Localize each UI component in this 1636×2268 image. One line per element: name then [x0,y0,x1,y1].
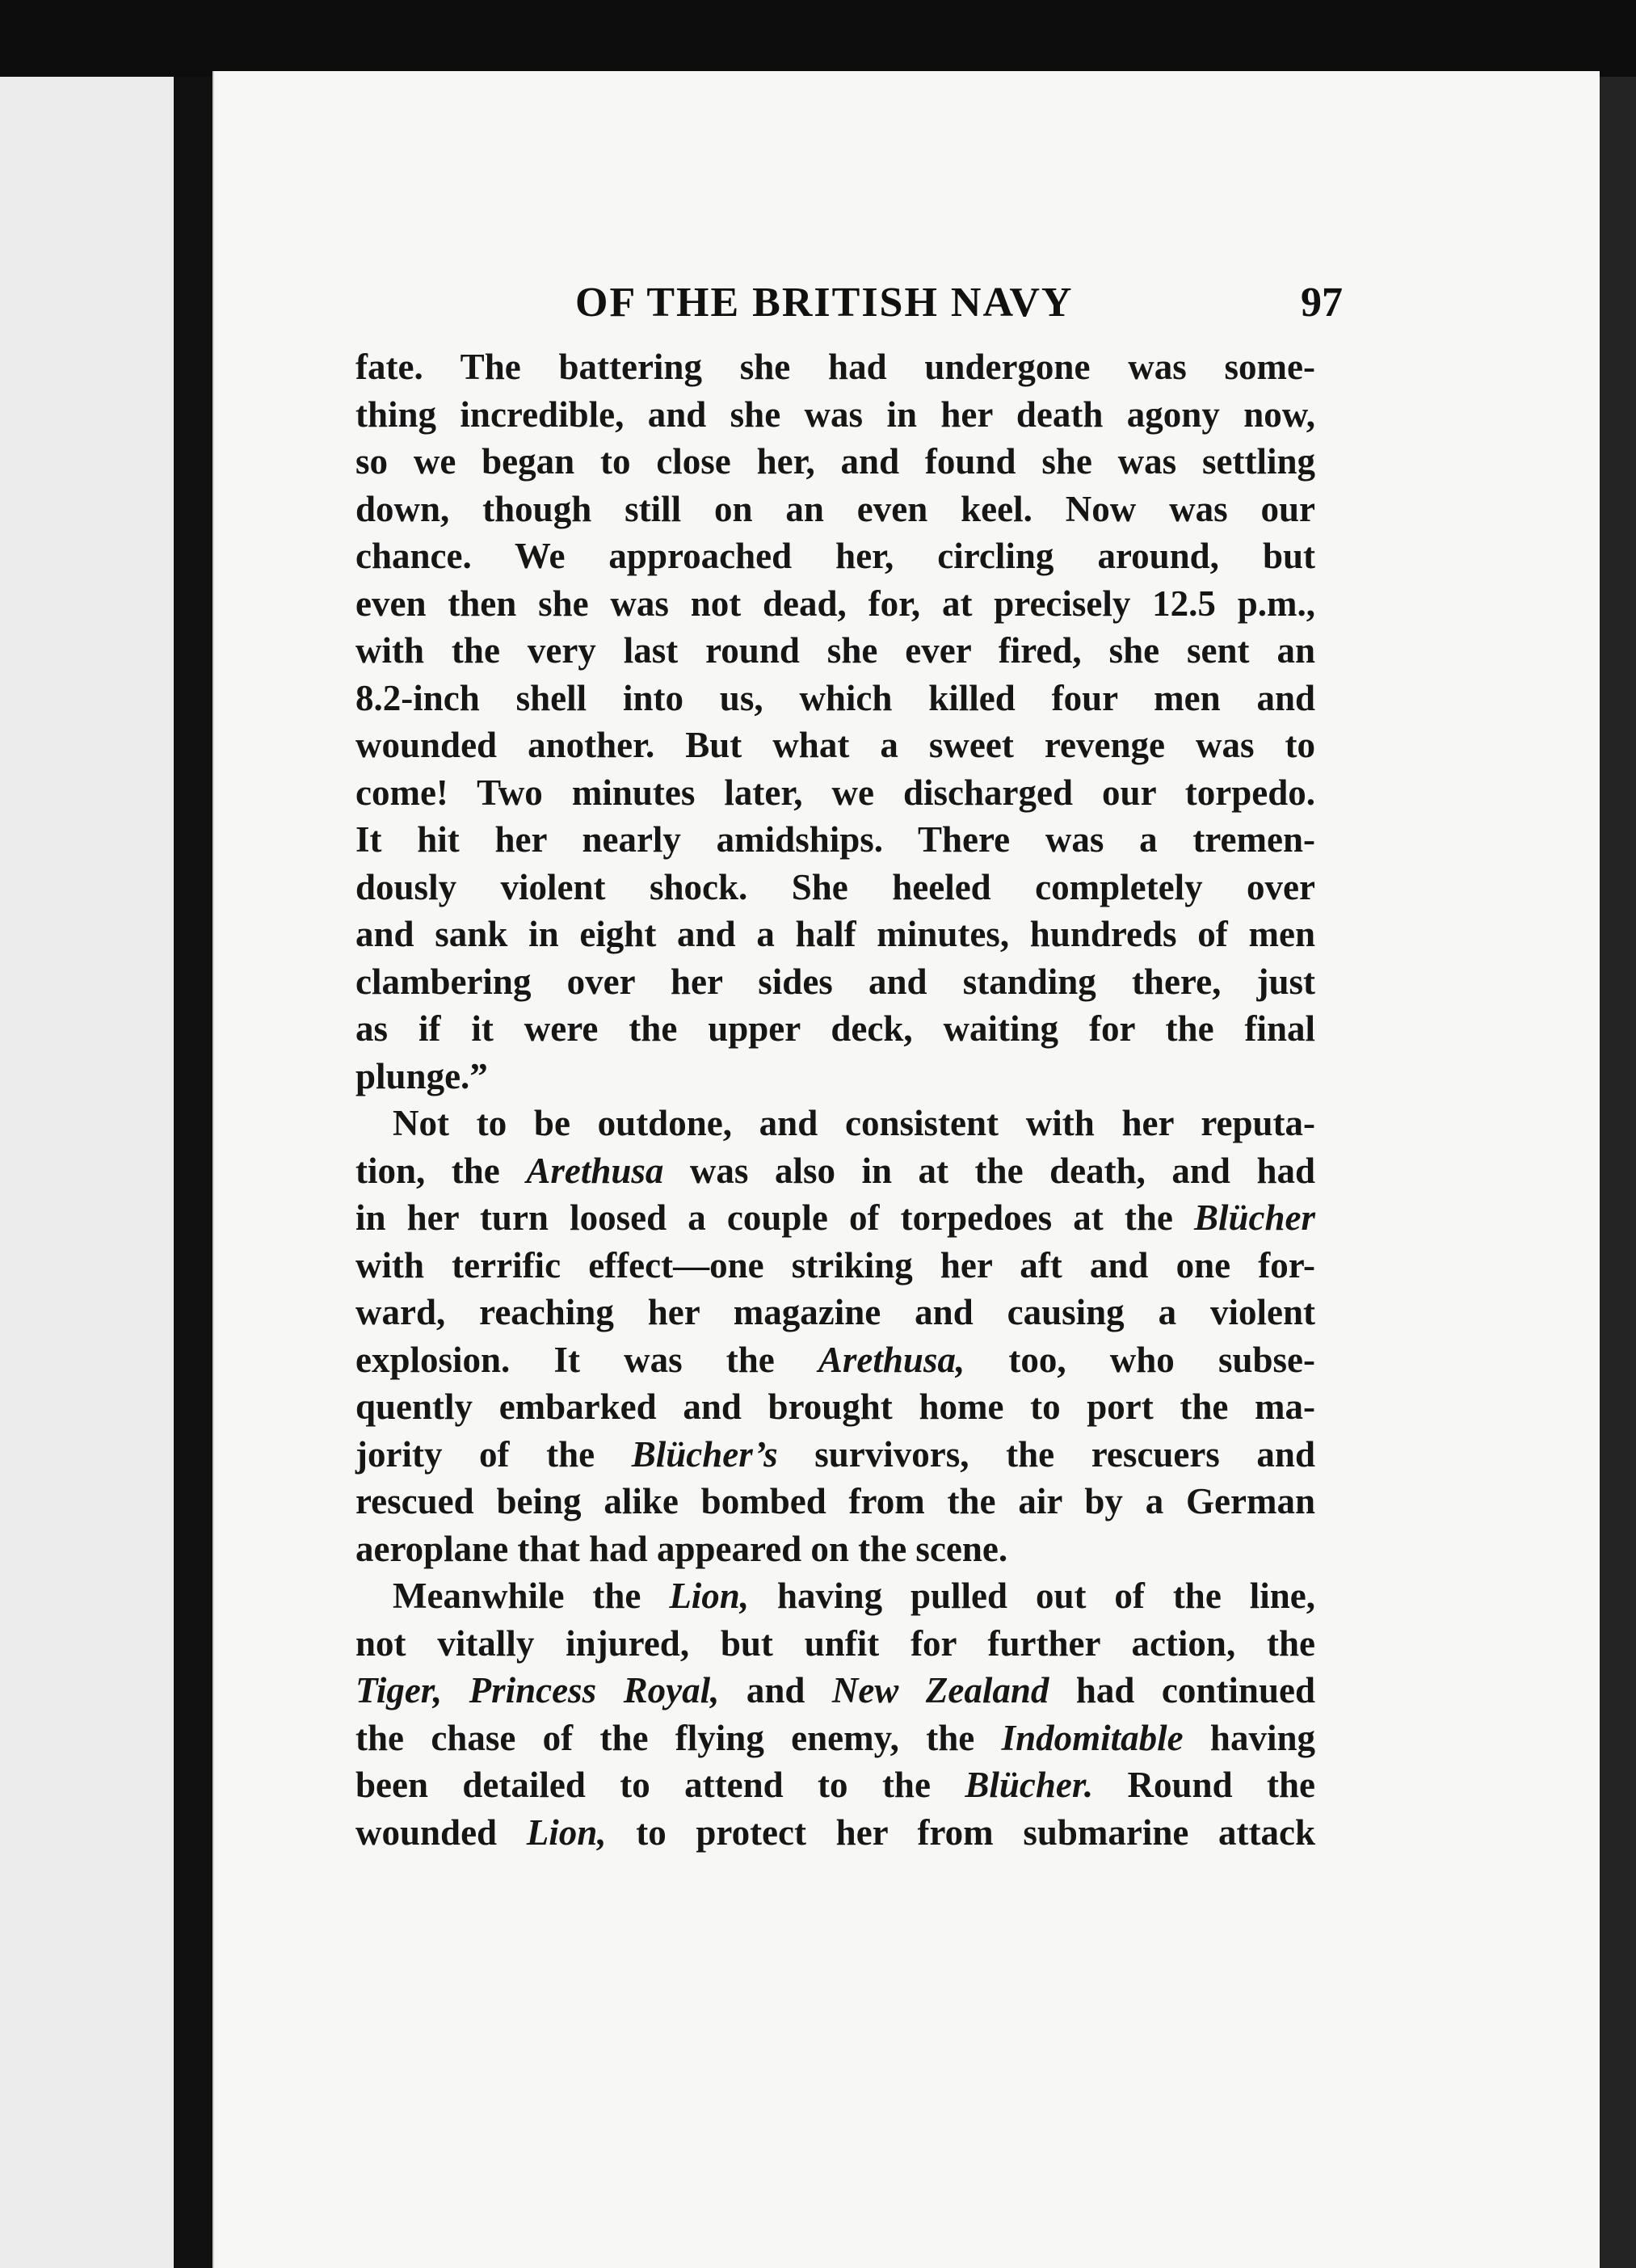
text-segment: thing incredible, and she was in her death agony now, [355,393,1315,435]
text-segment: so we began to close her, and found she was settling [355,441,1315,482]
text-segment: Round the [1093,1765,1315,1805]
text-segment: and [719,1670,832,1710]
text-line [355,1715,1315,1762]
text-segment: aeroplane that had appeared on the scene. [355,1528,1008,1569]
italic-ship-name: Indomitable [1001,1717,1184,1758]
text-segment: dously violent shock. She heeled completely over [355,866,1315,907]
italic-ship-name: Blücher [1193,1197,1315,1238]
italic-ship-name: Tiger, Princess Royal, [355,1670,720,1710]
italic-ship-name: Blücher’s [631,1433,778,1475]
page-header [575,279,1343,335]
text-line [355,864,1315,911]
text-segment: Not to be outdone, and consistent with her reputa- [393,1103,1315,1143]
text-line [355,675,1315,722]
text-line [355,911,1315,958]
text-segment: too, who subse- [965,1339,1315,1380]
text-line [355,1761,1315,1809]
italic-ship-name: New Zealand [831,1670,1049,1710]
text-line [355,1336,1315,1384]
text-segment: as if it were the upper deck, waiting for the final [355,1008,1315,1049]
text-line [355,1005,1315,1053]
text-line [355,1100,1315,1147]
text-segment: having [1183,1717,1315,1758]
text-segment: wounded [355,1811,527,1853]
text-line [355,1431,1315,1479]
text-segment: It hit her nearly amidships. There was a tremen- [355,819,1315,860]
text-segment: not vitally injured, but unfit for further action, the [355,1622,1315,1664]
running-head: OF THE BRITISH NAVY [575,280,1074,326]
text-segment: fate. The battering she had undergone was some- [355,347,1315,387]
text-line [355,1289,1315,1336]
text-line [355,1667,1315,1715]
text-segment: clambering over her sides and standing there, just [355,961,1315,1002]
text-line [355,391,1315,439]
text-segment: having pulled out of the line, [749,1576,1315,1616]
text-segment: even then she was not dead, for, at precisely 12.5 p.m., [355,583,1315,624]
text-line [355,486,1315,533]
text-segment: in her turn loosed a couple of torpedoes at the [355,1197,1194,1238]
text-segment: plunge.” [355,1055,488,1096]
text-segment: wounded another. But what a sweet revenge was to [355,725,1315,765]
text-line [355,816,1315,864]
text-segment: tion, the [355,1150,527,1191]
text-line [355,532,1315,580]
text-segment: been detailed to attend to the [355,1765,965,1805]
text-line [355,580,1315,628]
text-segment: explosion. It was the [355,1339,818,1380]
text-line [355,1809,1315,1857]
text-line [355,1053,1315,1100]
text-line [355,1147,1315,1195]
facing-page-edge [0,77,174,2268]
text-segment: to protect her from submarine attack [606,1811,1315,1853]
book-gutter [174,77,212,2268]
text-segment: rescued being alike bombed from the air by a German [355,1481,1315,1521]
text-segment: had continued [1049,1670,1315,1710]
text-segment: the chase of the flying enemy, the [355,1717,1002,1758]
text-line [355,1478,1315,1525]
text-line [355,1572,1315,1620]
text-line [355,722,1315,769]
text-line [355,1525,1315,1573]
text-segment: with terrific effect—one striking her aft and one for- [355,1244,1315,1285]
italic-ship-name: Lion, [526,1811,607,1853]
text-segment: was also in at the death, and had [663,1150,1315,1191]
text-line [355,438,1315,486]
text-line [355,1242,1315,1290]
text-line [355,343,1315,391]
italic-ship-name: Blücher. [965,1765,1094,1805]
text-line [355,1620,1315,1668]
scan-top-margin [0,0,1636,77]
italic-ship-name: Lion, [669,1576,750,1616]
text-segment: Meanwhile the [393,1576,670,1616]
text-line [355,627,1315,675]
body-text [355,343,1315,1856]
text-segment: and sank in eight and a half minutes, hundreds of men [355,914,1315,954]
italic-ship-name: Arethusa [526,1150,664,1191]
text-segment: chance. We approached her, circling around, but [355,536,1315,576]
text-line [355,1194,1315,1242]
text-segment: quently embarked and brought home to port the ma- [355,1386,1315,1427]
text-line [355,1383,1315,1431]
text-segment: survivors, the rescuers and [777,1433,1315,1475]
text-segment: jority of the [355,1433,632,1475]
text-line [355,958,1315,1006]
text-line [355,769,1315,817]
text-segment: 8.2-inch shell into us, which killed four men and [355,677,1315,718]
text-segment: down, though still on an even keel. Now was our [355,488,1315,529]
italic-ship-name: Arethusa, [818,1339,965,1380]
page-edge-shadow [1598,77,1636,2268]
text-segment: ward, reaching her magazine and causing a violent [355,1292,1315,1332]
text-segment: with the very last round she ever fired, she sent an [355,630,1315,671]
page-number: 97 [1301,280,1343,326]
text-segment: come! Two minutes later, we discharged our torpedo. [355,772,1315,813]
